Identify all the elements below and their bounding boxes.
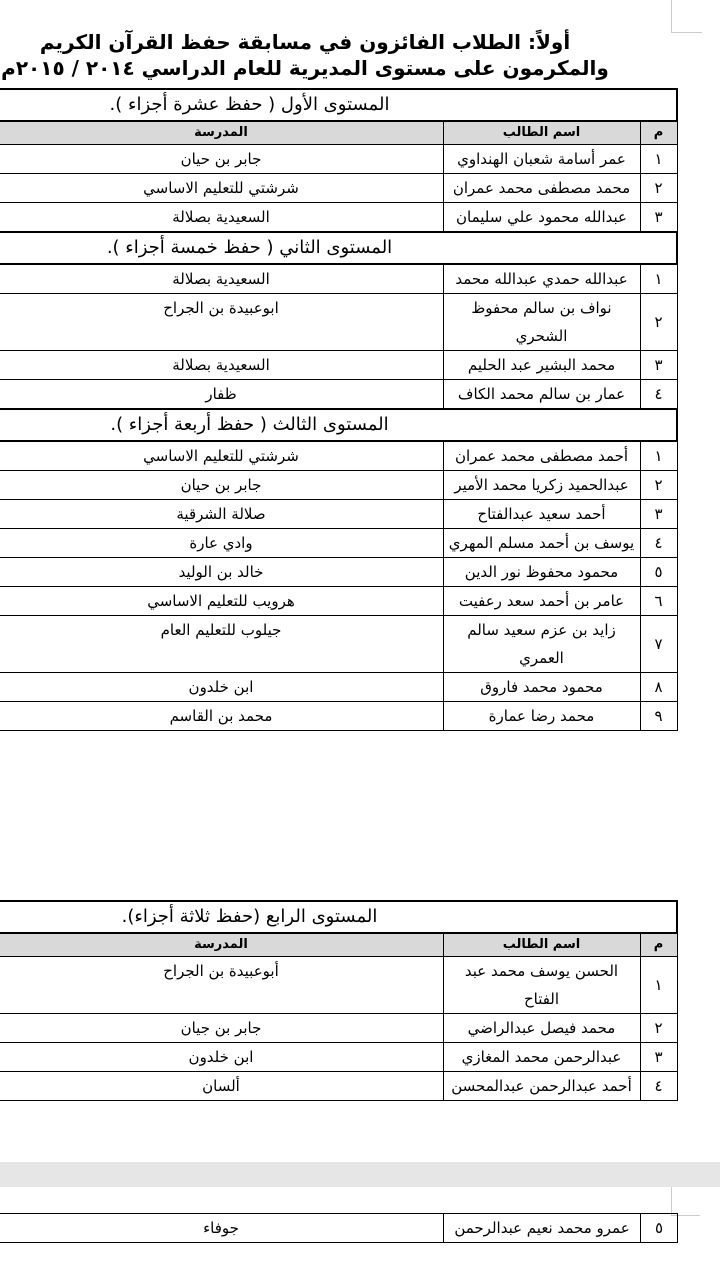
table-row	[0, 673, 677, 702]
table-row	[0, 264, 677, 294]
school-name: ابن خلدون	[0, 673, 443, 702]
page-gap	[0, 1162, 720, 1187]
school-name: جابر بن جيان	[0, 1014, 443, 1043]
table-row	[0, 145, 677, 174]
school-name: وادي عارة	[0, 529, 443, 558]
school-name: شرشتي للتعليم الاساسي	[0, 174, 443, 203]
student-name: عامر بن أحمد سعد رعفيت	[443, 587, 640, 616]
table-row	[0, 203, 677, 233]
header-school: المدرسة	[0, 121, 443, 145]
table-row	[0, 380, 677, 410]
school-name: أبوعبيدة بن الجراح	[0, 957, 443, 1014]
table-row	[0, 702, 677, 731]
student-name: عبدالله محمود علي سليمان	[443, 203, 640, 233]
student-name: زايد بن عزم سعيد سالم العمري	[443, 616, 640, 673]
student-name: محمود محمد فاروق	[443, 673, 640, 702]
row-number: ٣	[640, 351, 677, 380]
results-table-level-4-continued	[0, 1213, 678, 1243]
student-name: عمار بن سالم محمد الكاف	[443, 380, 640, 410]
header-num: م	[640, 933, 677, 957]
results-table-level-4	[0, 900, 678, 1101]
level-4-title: المستوى الرابع (حفظ ثلاثة أجزاء).	[0, 901, 677, 933]
row-number: ٧	[640, 616, 677, 673]
school-name: جيلوب للتعليم العام	[0, 616, 443, 673]
student-name: عبدالحميد زكريا محمد الأمير	[443, 471, 640, 500]
row-number: ١	[640, 441, 677, 471]
table-row	[0, 558, 677, 587]
table-row	[0, 1214, 678, 1243]
header-num: م	[640, 121, 677, 145]
row-number: ٢	[640, 294, 677, 351]
student-name: الحسن يوسف محمد عبد الفتاح	[443, 957, 640, 1014]
row-number: ٥	[640, 558, 677, 587]
row-number: ٦	[640, 587, 677, 616]
level-2-title: المستوى الثاني ( حفظ خمسة أجزاء ).	[0, 232, 677, 264]
school-name: خالد بن الوليد	[0, 558, 443, 587]
student-name: أحمد عبدالرحمن عبدالمحسن	[443, 1072, 640, 1101]
row-number: ١	[640, 957, 677, 1014]
table-row	[0, 500, 677, 529]
row-number: ٢	[640, 174, 677, 203]
student-name: نواف بن سالم محفوظ الشحري	[443, 294, 640, 351]
row-number: ٩	[640, 702, 677, 731]
header-student: اسم الطالب	[443, 121, 640, 145]
student-name: عبدالرحمن محمد المغازي	[443, 1043, 640, 1072]
level-3-title: المستوى الثالث ( حفظ أربعة أجزاء ).	[0, 409, 677, 441]
school-name: ظفار	[0, 380, 443, 410]
row-number: ٨	[640, 673, 677, 702]
row-number: ٤	[640, 529, 677, 558]
school-name: جابر بن حيان	[0, 471, 443, 500]
table-row	[0, 441, 677, 471]
school-name: السعيدية بصلالة	[0, 351, 443, 380]
student-name: عبدالله حمدي عبدالله محمد	[443, 264, 640, 294]
row-number: ٣	[640, 203, 677, 233]
student-name: محمد البشير عبد الحليم	[443, 351, 640, 380]
row-number: ٣	[640, 500, 677, 529]
student-name: محمد رضا عمارة	[443, 702, 640, 731]
row-number: ١	[640, 145, 677, 174]
page-corner	[671, 1187, 700, 1216]
school-name: ألسان	[0, 1072, 443, 1101]
table-row	[0, 957, 677, 1014]
school-name: شرشتي للتعليم الاساسي	[0, 441, 443, 471]
school-name: السعيدية بصلالة	[0, 203, 443, 233]
title-line-1: أولاً: الطلاب الفائزون في مسابقة حفظ القرآن الكريم	[39, 30, 571, 54]
student-name: أحمد سعيد عبدالفتاح	[443, 500, 640, 529]
header-student: اسم الطالب	[443, 933, 640, 957]
student-name: يوسف بن أحمد مسلم المهري	[443, 529, 640, 558]
row-number: ٥	[641, 1214, 678, 1243]
school-name: هرويب للتعليم الاساسي	[0, 587, 443, 616]
row-number: ٣	[640, 1043, 677, 1072]
student-name: عمرو محمد نعيم عبدالرحمن	[444, 1214, 641, 1243]
school-name: السعيدية بصلالة	[0, 264, 443, 294]
table-row	[0, 1072, 677, 1101]
student-name: محمد مصطفى محمد عمران	[443, 174, 640, 203]
student-name: محمود محفوظ نور الدين	[443, 558, 640, 587]
page-2	[0, 1187, 720, 1280]
table-row	[0, 1014, 677, 1043]
table-row	[0, 174, 677, 203]
table-row	[0, 616, 677, 673]
student-name: محمد فيصل عبدالراضي	[443, 1014, 640, 1043]
table-row	[0, 587, 677, 616]
title-line-2: والمكرمون على مستوى المديرية للعام الدراسي ٢٠١٤ / ٢٠١٥م	[1, 56, 609, 80]
school-name: ابوعبيدة بن الجراح	[0, 294, 443, 351]
student-name: أحمد مصطفى محمد عمران	[443, 441, 640, 471]
table-row	[0, 529, 677, 558]
row-number: ٢	[640, 1014, 677, 1043]
row-number: ٤	[640, 380, 677, 410]
student-name: عمر أسامة شعبان الهنداوي	[443, 145, 640, 174]
page-corner	[671, 0, 702, 33]
school-name: صلالة الشرقية	[0, 500, 443, 529]
school-name: جابر بن حيان	[0, 145, 443, 174]
table-row	[0, 471, 677, 500]
row-number: ١	[640, 264, 677, 294]
table-row	[0, 351, 677, 380]
table-row	[0, 1043, 677, 1072]
level-1-title: المستوى الأول ( حفظ عشرة أجزاء ).	[0, 89, 677, 121]
row-number: ٤	[640, 1072, 677, 1101]
table-row	[0, 294, 677, 351]
school-name: محمد بن القاسم	[0, 702, 443, 731]
header-school: المدرسة	[0, 933, 443, 957]
school-name: جوفاء	[0, 1214, 444, 1243]
school-name: ابن خلدون	[0, 1043, 443, 1072]
results-table-levels-1-3	[0, 88, 678, 731]
row-number: ٢	[640, 471, 677, 500]
